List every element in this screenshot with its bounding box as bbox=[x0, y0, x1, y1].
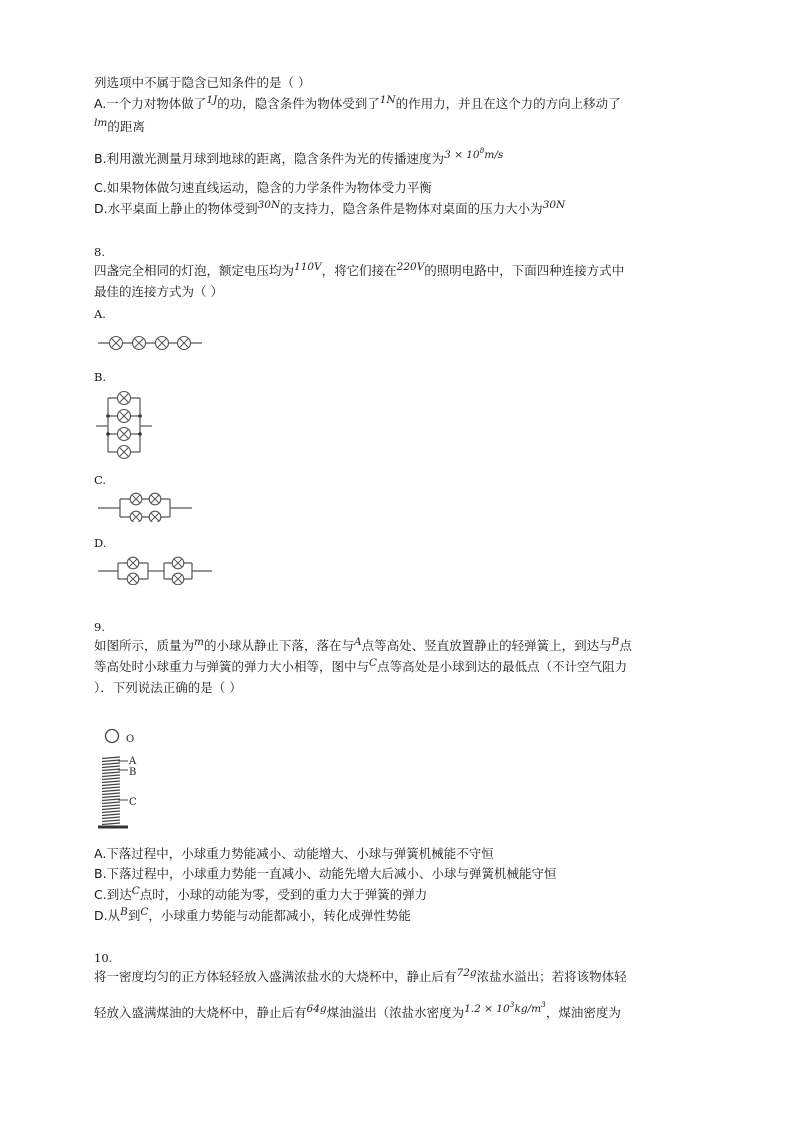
q8-circuit-b bbox=[96, 388, 152, 462]
spring-coil bbox=[102, 817, 120, 819]
q10-stem-1: 将一密度均匀的正方体轻轻放入盛满浓盐水的大烧杯中，静止后有$^{72g}$浓盐水溢出；若将该物体轻 bbox=[94, 967, 627, 984]
spring-coil bbox=[102, 784, 120, 786]
q8-circuit-d bbox=[98, 555, 212, 585]
spring-coil bbox=[102, 778, 120, 780]
q8-circuit-a bbox=[98, 334, 202, 352]
spring-coil bbox=[102, 790, 120, 792]
q8-stem-1: 四盏完全相同的灯泡，额定电压均为$^{110V}$，将它们接在$^{220V}$的照明电路中，下面四种连接方式中 bbox=[94, 261, 625, 278]
q9-option-a: A.下落过程中，小球重力势能减小、动能增大、小球与弹簧机械能不守恒 bbox=[94, 846, 494, 861]
q7-stem: 列选项中不属于隐含已知条件的是（ ） bbox=[94, 75, 311, 90]
q8-option-d-label: D. bbox=[94, 536, 107, 550]
label-a: A bbox=[129, 756, 137, 767]
q8-number: 8. bbox=[94, 245, 105, 259]
q7-option-a-cont: $^{lm}$的距离 bbox=[94, 117, 145, 134]
q8-option-b-label: B. bbox=[94, 370, 107, 384]
spring-coil bbox=[102, 769, 120, 771]
q8-stem-2: 最佳的连接方式为（ ） bbox=[94, 284, 223, 299]
q9-number: 9. bbox=[94, 620, 105, 634]
spring-coil bbox=[102, 811, 120, 813]
spring-coil bbox=[102, 823, 120, 825]
label-b: B bbox=[129, 767, 137, 778]
q7-option-c: C.如果物体做匀速直线运动，隐含的力学条件为物体受力平衡 bbox=[94, 180, 432, 195]
q7-option-a: A.一个力对物体做了$^{1J}$的功，隐含条件为物体受到了$^{1N}$的作用力，并且在这个力的方向上移动了 bbox=[94, 94, 621, 111]
spring-coil bbox=[102, 760, 120, 762]
spring-coil bbox=[102, 796, 120, 798]
label-c: C bbox=[129, 797, 137, 808]
q7-option-b: B.利用激光测量月球到地球的距离，隐含条件为光的传播速度为$^{3 \times 10^8m/s}$ bbox=[94, 146, 504, 166]
q7-option-d: D.水平桌面上静止的物体受到$^{30N}$的支持力，隐含条件是物体对桌面的压力大小为$^{30N}$ bbox=[94, 199, 566, 216]
q8-option-c-label: C. bbox=[94, 473, 107, 487]
ball bbox=[106, 730, 119, 743]
spring-coil bbox=[102, 802, 120, 804]
spring-coil bbox=[102, 772, 120, 774]
q10-number: 10. bbox=[94, 951, 113, 965]
spring-coil bbox=[102, 757, 120, 759]
q9-option-d: D.从$^B$到$^C$，小球重力势能与动能都减小，转化成弹性势能 bbox=[94, 906, 411, 923]
spring-coil bbox=[102, 814, 120, 816]
q9-stem-1: 如图所示，质量为$^m$的小球从静止下落，落在与$^A$点等高处、竖直放置静止的轻弹簧上，到达与$^B$点 bbox=[94, 636, 632, 653]
spring-coil bbox=[102, 820, 120, 822]
spring-coil bbox=[102, 793, 120, 795]
spring-coil bbox=[102, 775, 120, 777]
spring-coil bbox=[102, 766, 120, 768]
q8-circuit-c bbox=[98, 492, 192, 522]
q9-spring-figure bbox=[96, 724, 156, 834]
q8-option-a-label: A. bbox=[94, 307, 106, 321]
label-o: O bbox=[126, 734, 135, 745]
spring-coil bbox=[102, 781, 120, 783]
spring-coil bbox=[102, 763, 120, 765]
spring-coil bbox=[102, 787, 120, 789]
spring-coil bbox=[102, 808, 120, 810]
q10-stem-2: 轻放入盛满煤油的大烧杯中，静止后有$^{64g}$煤油溢出（浓盐水密度为$^{1.2 \times 10^3kg/m^3}$，煤油密度为 bbox=[94, 1000, 621, 1020]
q9-stem-3: ）．下列说法正确的是（ ） bbox=[94, 680, 242, 695]
spring-coil bbox=[102, 805, 120, 807]
q9-stem-2: 等高处时小球重力与弹簧的弹力大小相等，图中与$^C$点等高处是小球到达的最低点（不计空气阻力 bbox=[94, 657, 628, 674]
q9-option-b: B.下落过程中，小球重力势能一直减小、动能先增大后减小、小球与弹簧机械能守恒 bbox=[94, 866, 557, 881]
q9-option-c: C.到达$^C$点时，小球的动能为零，受到的重力大于弹簧的弹力 bbox=[94, 885, 428, 902]
spring-coil bbox=[102, 799, 120, 801]
